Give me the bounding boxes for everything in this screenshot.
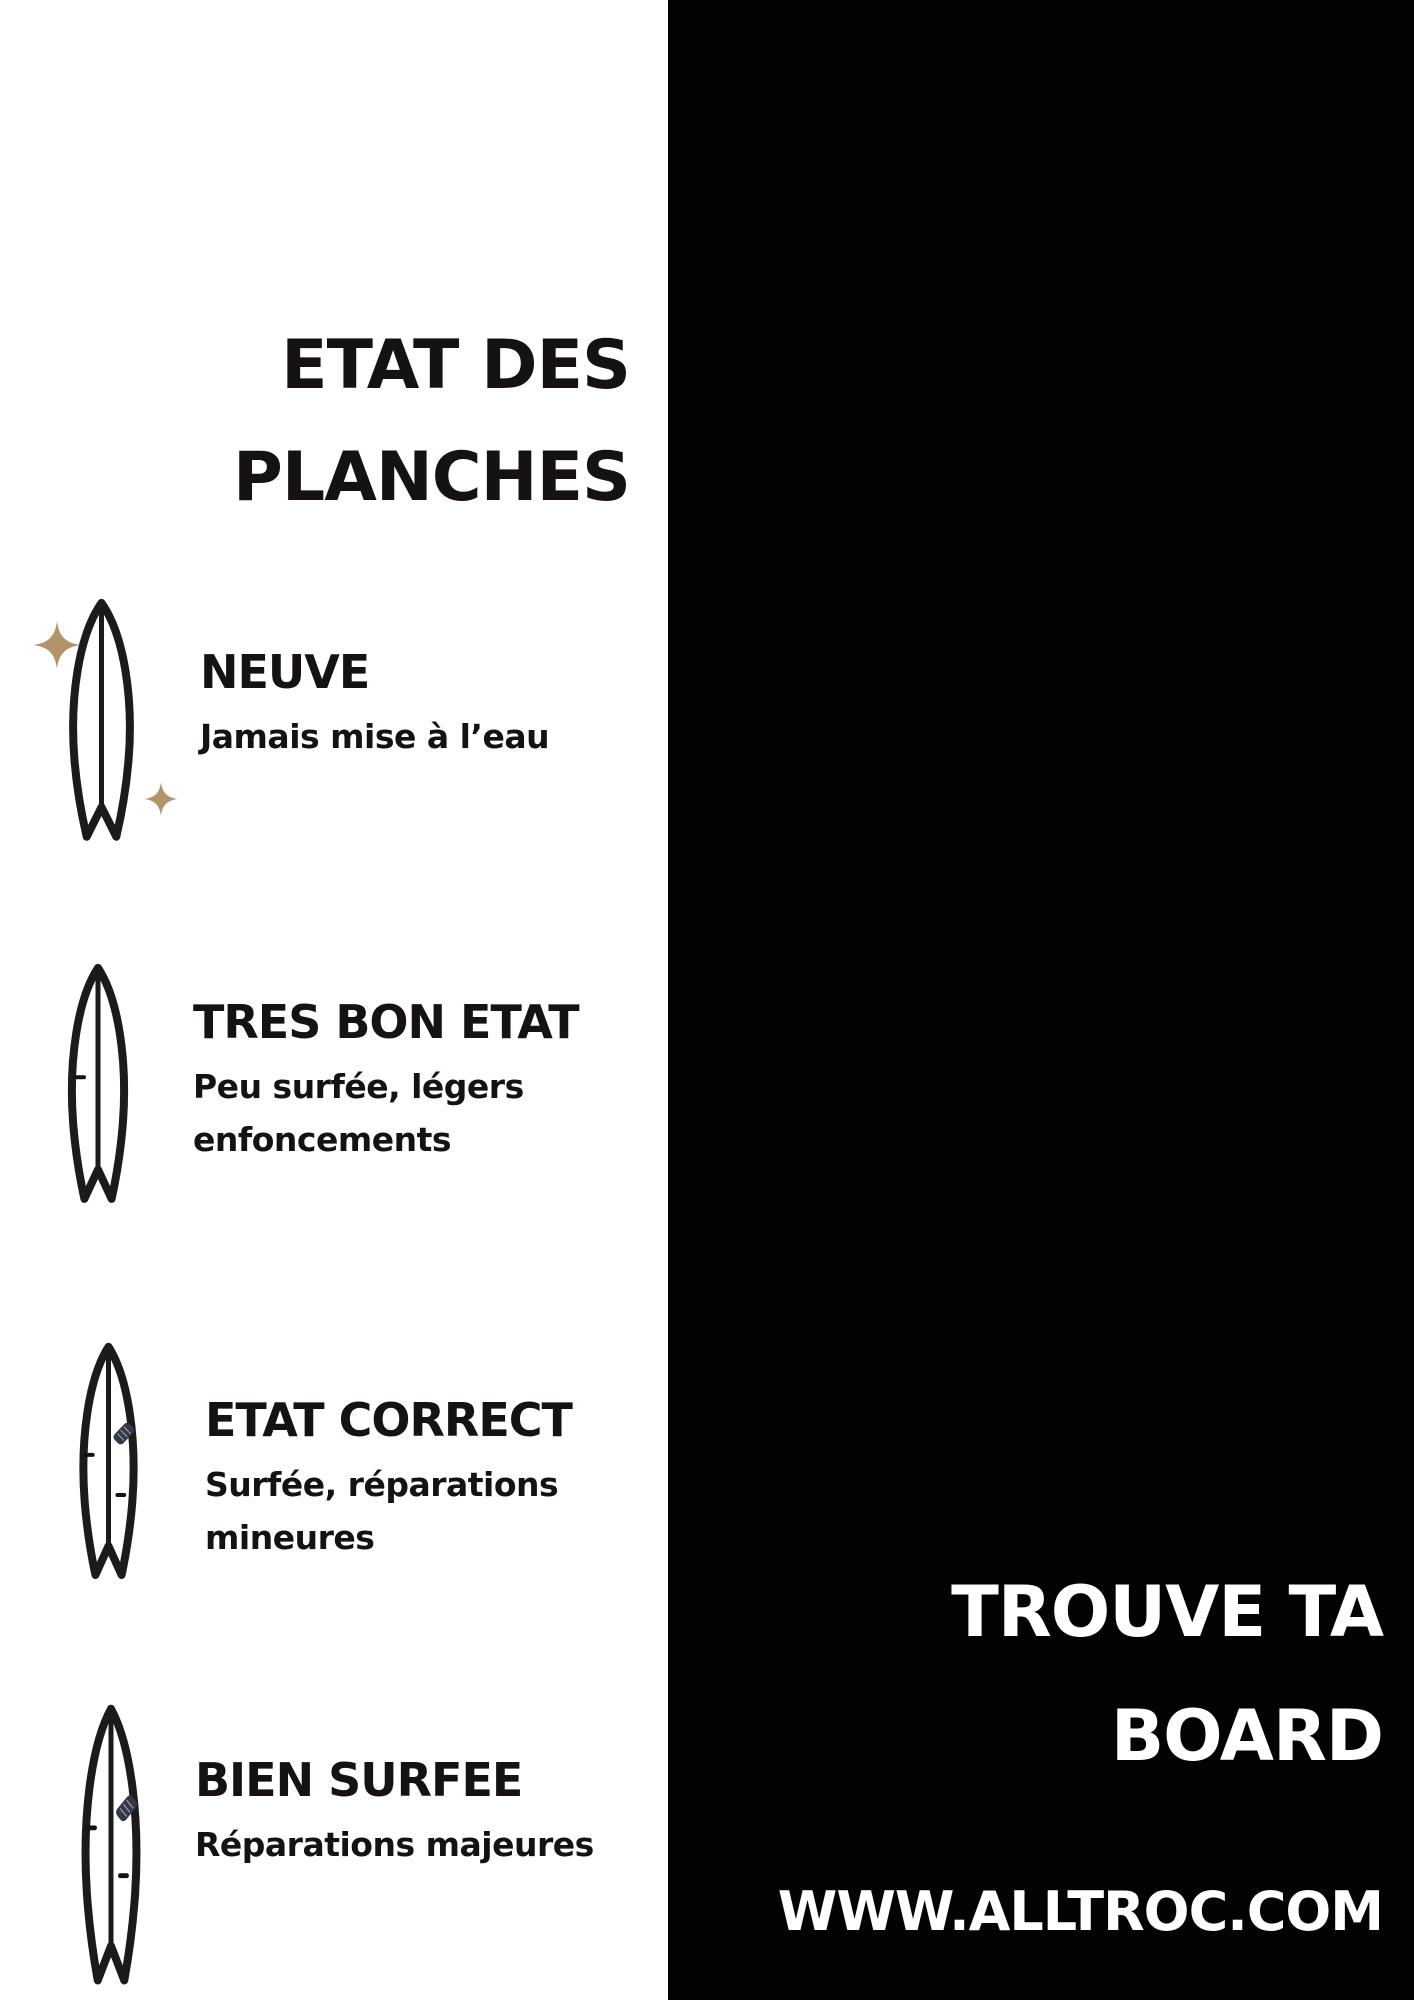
- section-title: ETAT CORRECT: [205, 1393, 572, 1447]
- page-title-line2: PLANCHES: [233, 438, 630, 517]
- surfboard-very-good-icon: [58, 963, 138, 1207]
- section-description: Jamais mise à l’eau: [200, 717, 550, 756]
- section-description: Surfée, réparations mineures: [205, 1465, 559, 1557]
- website-url: WWW.ALLTROC.COM: [777, 1880, 1383, 1943]
- section-tres-bon-etat: [193, 994, 579, 1166]
- promo-headline: [951, 1550, 1383, 1798]
- section-etat-correct: [205, 1392, 572, 1564]
- section-title: BIEN SURFEE: [195, 1753, 523, 1807]
- sparkle-icon-small: [144, 782, 178, 816]
- section-bien-surfee: [195, 1752, 594, 1871]
- section-description: Réparations majeures: [195, 1825, 594, 1864]
- surfboard-well-surfed-icon: [72, 1703, 150, 1990]
- section-neuve: [200, 644, 549, 763]
- section-description: Peu surfée, légers enfoncements: [193, 1067, 524, 1159]
- surfboard-correct-icon: [70, 1342, 147, 1583]
- section-title: TRES BON ETAT: [193, 995, 579, 1049]
- ding-mark: [118, 1873, 129, 1878]
- ding-mark: [115, 1493, 126, 1497]
- page-title: [233, 310, 630, 534]
- promo-headline-line1: TROUVE TA: [951, 1571, 1383, 1653]
- page-title-line1: ETAT DES: [281, 326, 630, 405]
- ding-mark: [86, 1825, 97, 1830]
- surfboard-new-icon: [58, 598, 145, 845]
- promo-headline-line2: BOARD: [1110, 1695, 1383, 1777]
- ding-mark: [84, 1453, 95, 1457]
- ding-mark: [75, 1075, 86, 1079]
- section-title: NEUVE: [200, 645, 370, 699]
